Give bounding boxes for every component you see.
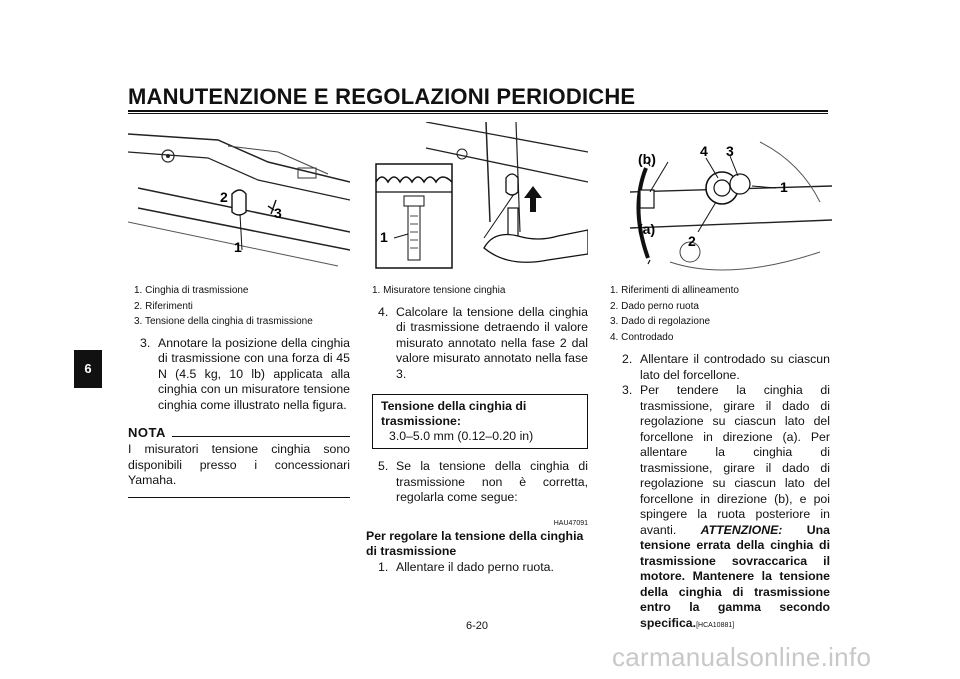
col1-step-3-number: 3. (140, 335, 151, 350)
watermark: carmanualsonline.info (612, 642, 872, 672)
col2-step-5-number: 5. (378, 459, 389, 473)
nota-rule (172, 436, 350, 437)
nota-bottom-rule (128, 497, 350, 498)
col2-step-1-text: Allentare il dado perno ruota. (396, 559, 554, 574)
fig1-caption-3: 3. Tensione della cinghia di trasmissione (134, 316, 313, 327)
page-title: MANUTENZIONE E REGOLAZIONI PERIODICHE (128, 84, 636, 109)
gauge-illustration (366, 122, 588, 272)
fig2-label-1: 1 (380, 229, 388, 245)
section-tab: 6 (74, 350, 102, 388)
spec-title: Tensione della cinghia di trasmissione: (381, 399, 527, 428)
col3-step-2-text: Allentare il controdado su ciascun lato del forcellone. (640, 352, 830, 382)
subheading: Per regolare la tensione della cinghia di trasmissione (366, 528, 584, 558)
fig1-caption-2: 2. Riferimenti (134, 300, 193, 312)
fig3-label-a: (a) (638, 221, 656, 237)
spec-box (372, 394, 588, 449)
col1-step-3 (128, 336, 350, 414)
col2-step-5 (366, 459, 588, 506)
nota-title: NOTA (128, 425, 166, 440)
col3-step-2-number: 2. (622, 352, 633, 366)
col2-step-5-text: Se la tensione della cinghia di trasmissione non è corretta, regolarla come segue: (396, 459, 588, 504)
title-rule-thin (128, 113, 828, 114)
adjuster-illustration (610, 122, 832, 274)
column-1 (128, 283, 350, 498)
col2-step-1-number: 1. (378, 559, 389, 574)
col2-step-1 (366, 560, 588, 576)
fig1-label-1: 1 (234, 239, 242, 255)
fig3-label-b: (b) (638, 151, 656, 167)
title-rule (128, 110, 828, 112)
fig3-caption-3: 3. Dado di regolazione (610, 316, 711, 327)
col3-step-3-text: Per tendere la cinghia di trasmissione, girare il dado di regolazione su ciascun lato del forcellone in direzione (a). Per allentare la cinghia di trasmissione, girare il dado di regolazione su ciascun lato del forcellone in direzione (b), e poi spingere la ruota posteriore in avanti. (640, 383, 830, 537)
nota-box (128, 425, 350, 498)
fig3-caption-4: 4. Controdado (610, 331, 674, 343)
col3-step-3-number: 3. (622, 383, 633, 397)
col1-step-3-text: Annotare la posizione della cinghia di trasmissione con una forza di 45 N (4.5 kg, 10 lb) applicata alla cinghia con un misuratore tensione cinghia come illustrato nella figura. (158, 335, 350, 412)
fig3-label-1: 1 (780, 179, 788, 195)
fig3-caption-1: 1. Riferimenti di allineamento (610, 285, 739, 296)
spec-value: 3.0–5.0 mm (0.12–0.20 in) (389, 429, 534, 443)
fig3-label-2: 2 (688, 233, 696, 249)
fig1-caption-1: 1. Cinghia di trasmissione (134, 285, 249, 296)
fig1-label-2: 2 (220, 189, 228, 205)
figure-belt-references (128, 122, 350, 274)
column-2 (366, 283, 588, 575)
fig1-label-3: 3 (274, 205, 282, 221)
attention-text: Una tensione errata della cinghia di trasmissione sovraccarica il motore. Mantenere la tensione della cinghia di trasmissione entro la gamma secondo specifica. (640, 522, 830, 630)
attention-code: [HCA10881] (696, 621, 735, 629)
col2-step-4 (366, 305, 588, 383)
belt-illustration (128, 122, 350, 274)
figure-adjuster (610, 122, 832, 274)
attention-label: ATTENZIONE: (700, 522, 783, 537)
col2-step-4-number: 4. (378, 304, 389, 319)
col2-step-4-text: Calcolare la tensione della cinghia di trasmissione detraendo il valore misurato annotato nella fase 2 dal valore misurato annotato nella fase 3. (396, 304, 588, 381)
fig2-caption-1: 1. Misuratore tensione cinghia (372, 285, 506, 296)
col3-step-2 (610, 352, 830, 383)
nota-text: I misuratori tensione cinghia sono disponibili presso i concessionari Yamaha. (128, 442, 350, 487)
ref-code: HAU47091 (553, 519, 588, 527)
page-number: 6-20 (466, 620, 489, 632)
fig3-caption-2: 2. Dado perno ruota (610, 300, 699, 312)
col3-step-3 (610, 383, 830, 633)
column-3 (610, 283, 830, 633)
fig3-label-4: 4 (700, 143, 708, 159)
figure-tension-gauge (366, 122, 588, 272)
fig3-label-3: 3 (726, 143, 734, 159)
